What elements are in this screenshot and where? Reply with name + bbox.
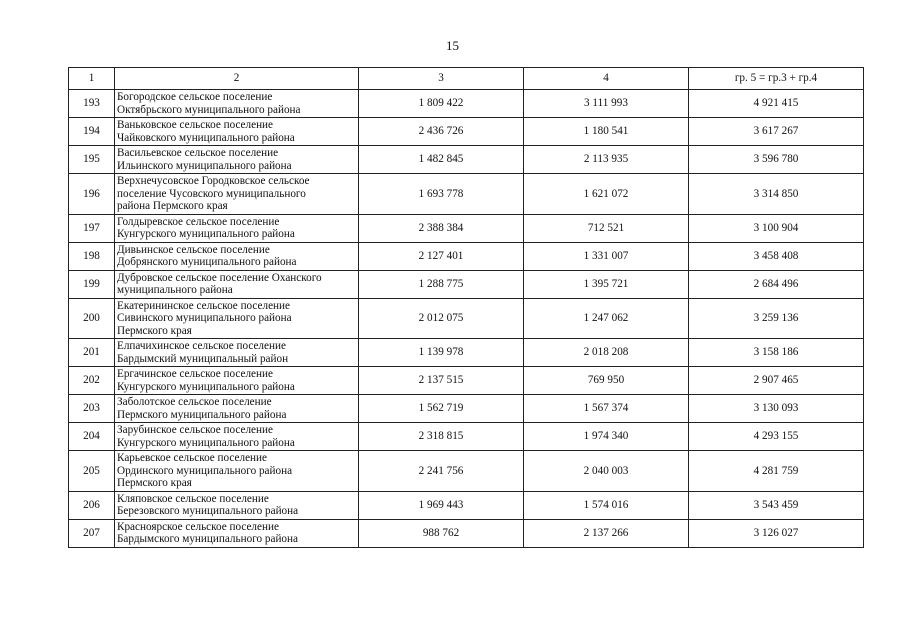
settlement-name-line: Заболотское сельское поселение xyxy=(117,396,272,408)
table-row xyxy=(69,90,864,118)
amount-col-4: 1 974 340 xyxy=(524,423,689,451)
amount-col-3: 1 969 443 xyxy=(359,491,524,519)
amount-col-3: 2 241 756 xyxy=(359,451,524,492)
amount-col-5: 3 100 904 xyxy=(689,214,864,242)
row-number: 195 xyxy=(69,146,115,174)
settlement-name-line: Васильевское сельское поселение xyxy=(117,147,279,159)
row-number: 197 xyxy=(69,214,115,242)
settlement-name xyxy=(115,451,359,492)
amount-col-5: 3 259 136 xyxy=(689,298,864,339)
settlement-name-line: Добрянского муниципального района xyxy=(117,256,297,268)
amount-col-5: 4 281 759 xyxy=(689,451,864,492)
amount-col-3: 1 482 845 xyxy=(359,146,524,174)
amount-col-3: 1 693 778 xyxy=(359,174,524,215)
settlement-name-line: муниципального района xyxy=(117,284,233,296)
settlement-name-line: Красноярское сельское поселение xyxy=(117,520,279,533)
amount-col-3: 2 137 515 xyxy=(359,367,524,395)
settlement-name-line: Ергачинское сельское поселение xyxy=(117,368,273,380)
amount-col-4: 3 111 993 xyxy=(524,90,689,118)
column-header-4: 4 xyxy=(524,68,689,90)
settlement-name-line: Ильинского муниципального района xyxy=(117,159,292,172)
amount-col-4: 2 018 208 xyxy=(524,339,689,367)
settlement-name-line: Ваньковское сельское поселение xyxy=(117,119,274,131)
row-number: 206 xyxy=(69,491,115,519)
row-number: 207 xyxy=(69,519,115,547)
amount-col-3: 988 762 xyxy=(359,519,524,547)
settlement-name-line: Бардымского муниципального района xyxy=(117,533,298,545)
row-number: 196 xyxy=(69,174,115,215)
amount-col-4: 1 247 062 xyxy=(524,298,689,339)
column-header-5: гр. 5 = гр.3 + гр.4 xyxy=(689,68,864,90)
settlement-name xyxy=(115,519,359,547)
table-row xyxy=(69,367,864,395)
budget-table xyxy=(68,67,864,548)
amount-col-4: 1 331 007 xyxy=(524,242,689,270)
settlement-name xyxy=(115,90,359,118)
table-body xyxy=(69,90,864,548)
settlement-name xyxy=(115,491,359,519)
settlement-name xyxy=(115,339,359,367)
table-row xyxy=(69,339,864,367)
settlement-name xyxy=(115,367,359,395)
settlement-name-line: Октябрьского муниципального района xyxy=(117,103,301,116)
row-number: 198 xyxy=(69,242,115,270)
settlement-name-line: Березовского муниципального района xyxy=(117,505,299,517)
amount-col-4: 1 574 016 xyxy=(524,491,689,519)
settlement-name-line: Пермского края xyxy=(117,324,192,337)
amount-col-3: 2 127 401 xyxy=(359,242,524,270)
amount-col-5: 4 293 155 xyxy=(689,423,864,451)
column-header-2: 2 xyxy=(115,68,359,90)
amount-col-5: 2 907 465 xyxy=(689,367,864,395)
amount-col-3: 2 436 726 xyxy=(359,118,524,146)
amount-col-4: 1 621 072 xyxy=(524,174,689,215)
amount-col-4: 712 521 xyxy=(524,214,689,242)
row-number: 205 xyxy=(69,451,115,492)
settlement-name-line: Елпачихинское сельское поселение xyxy=(117,340,286,352)
settlement-name-line: Зарубинское сельское поселение xyxy=(117,424,273,436)
amount-col-4: 1 567 374 xyxy=(524,395,689,423)
page-number: 15 xyxy=(446,38,459,53)
amount-col-4: 2 137 266 xyxy=(524,519,689,547)
amount-col-5: 3 158 186 xyxy=(689,339,864,367)
amount-col-3: 2 012 075 xyxy=(359,298,524,339)
amount-col-5: 3 126 027 xyxy=(689,519,864,547)
settlement-name xyxy=(115,423,359,451)
settlement-name-line: Сивинского муниципального района xyxy=(117,312,292,324)
settlement-name-line: Голдыревское сельское поселение xyxy=(117,215,280,228)
amount-col-3: 1 562 719 xyxy=(359,395,524,423)
row-number: 201 xyxy=(69,339,115,367)
settlement-name-line: Пермского муниципального района xyxy=(117,408,287,421)
table-row xyxy=(69,423,864,451)
settlement-name-line: Ординского муниципального района xyxy=(117,464,293,477)
table-row xyxy=(69,451,864,492)
amount-col-3: 1 288 775 xyxy=(359,270,524,298)
amount-col-5: 3 617 267 xyxy=(689,118,864,146)
row-number: 202 xyxy=(69,367,115,395)
settlement-name-line: Кунгурского муниципального района xyxy=(117,380,295,393)
row-number: 199 xyxy=(69,270,115,298)
settlement-name-line: Кунгурского муниципального района xyxy=(117,436,295,449)
amount-col-5: 3 596 780 xyxy=(689,146,864,174)
settlement-name-line: Дивьинское сельское поселение xyxy=(117,243,270,256)
amount-col-4: 769 950 xyxy=(524,367,689,395)
table-row xyxy=(69,214,864,242)
amount-col-3: 1 809 422 xyxy=(359,90,524,118)
settlement-name xyxy=(115,270,359,298)
settlement-name xyxy=(115,298,359,339)
amount-col-5: 3 543 459 xyxy=(689,491,864,519)
settlement-name xyxy=(115,395,359,423)
settlement-name-line: Пермского края xyxy=(117,477,192,489)
table-row xyxy=(69,298,864,339)
settlement-name-line: Карьевское сельское поселение xyxy=(117,452,267,464)
table-row xyxy=(69,174,864,215)
column-header-1: 1 xyxy=(69,68,115,90)
table-row xyxy=(69,491,864,519)
amount-col-4: 1 180 541 xyxy=(524,118,689,146)
column-header-3: 3 xyxy=(359,68,524,90)
table-row xyxy=(69,118,864,146)
settlement-name xyxy=(115,118,359,146)
settlement-name-line: Кляповское сельское поселение xyxy=(117,492,269,505)
table-row xyxy=(69,242,864,270)
table-row xyxy=(69,146,864,174)
row-number: 203 xyxy=(69,395,115,423)
settlement-name-line: Бардымский муниципальный район xyxy=(117,352,289,365)
amount-col-5: 3 314 850 xyxy=(689,174,864,215)
settlement-name xyxy=(115,214,359,242)
settlement-name-line: Кунгурского муниципального района xyxy=(117,228,295,240)
amount-col-4: 2 040 003 xyxy=(524,451,689,492)
settlement-name-line: поселение Чусовского муниципального xyxy=(117,187,306,200)
settlement-name-line: Верхнечусовское Городковское сельское xyxy=(117,175,310,187)
settlement-name xyxy=(115,146,359,174)
amount-col-4: 2 113 935 xyxy=(524,146,689,174)
table-row xyxy=(69,519,864,547)
row-number: 193 xyxy=(69,90,115,118)
amount-col-3: 2 318 815 xyxy=(359,423,524,451)
amount-col-5: 3 130 093 xyxy=(689,395,864,423)
amount-col-4: 1 395 721 xyxy=(524,270,689,298)
settlement-name xyxy=(115,242,359,270)
amount-col-3: 2 388 384 xyxy=(359,214,524,242)
amount-col-5: 3 458 408 xyxy=(689,242,864,270)
settlement-name-line: Богородское сельское поселение xyxy=(117,91,273,103)
amount-col-5: 4 921 415 xyxy=(689,90,864,118)
settlement-name-line: района Пермского края xyxy=(117,200,228,212)
row-number: 204 xyxy=(69,423,115,451)
amount-col-5: 2 684 496 xyxy=(689,270,864,298)
table-row xyxy=(69,270,864,298)
amount-col-3: 1 139 978 xyxy=(359,339,524,367)
settlement-name-line: Екатерининское сельское поселение xyxy=(117,299,290,312)
row-number: 194 xyxy=(69,118,115,146)
settlement-name-line: Дубровское сельское поселение Оханского xyxy=(117,271,322,284)
header-row xyxy=(69,68,864,90)
table-row xyxy=(69,395,864,423)
row-number: 200 xyxy=(69,298,115,339)
settlement-name-line: Чайковского муниципального района xyxy=(117,131,295,144)
settlement-name xyxy=(115,174,359,215)
